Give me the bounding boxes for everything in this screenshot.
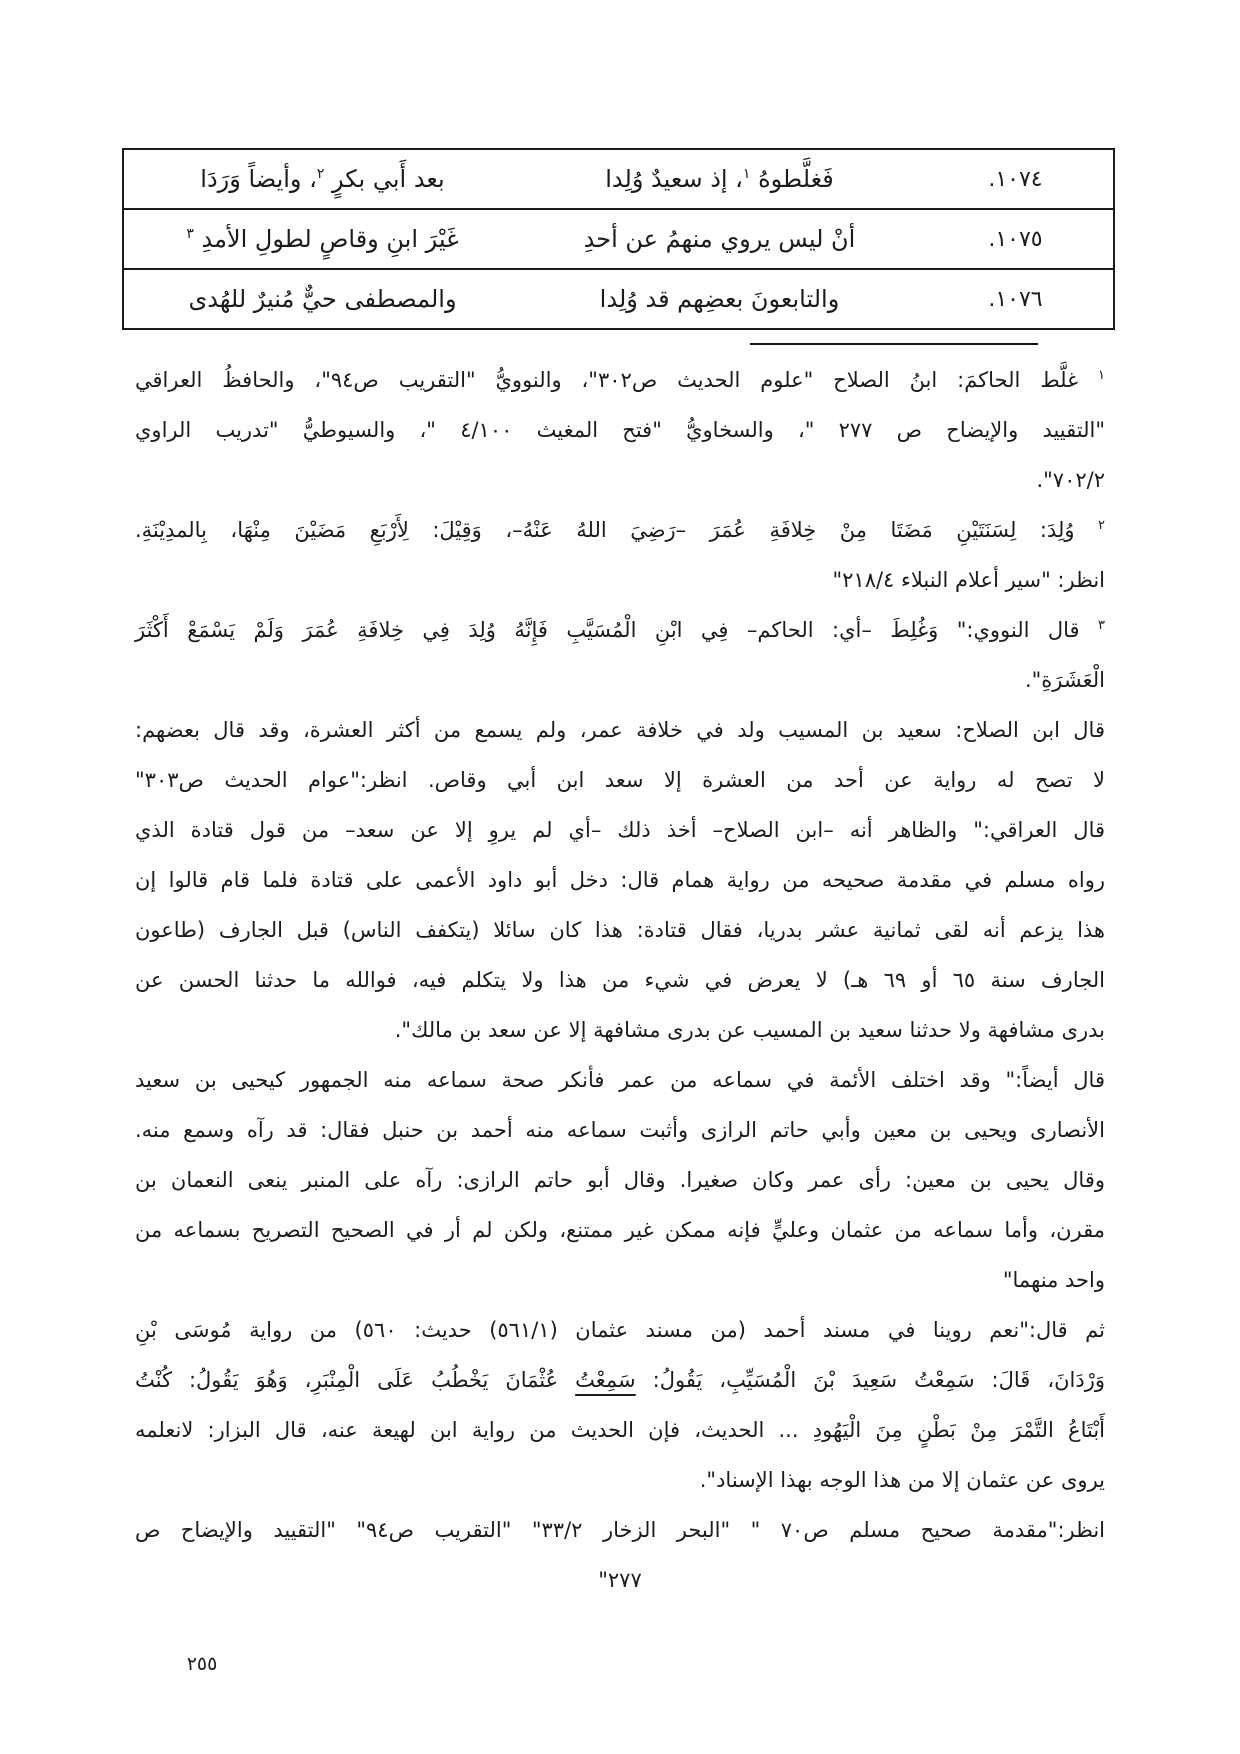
text-segment: انظر:"مقدمة صحيح مسلم ص٧٠ " "البحر الزخار ٣٣/٢" "التقريب ص٩٤" "التقييد والإيضاح ص xyxy=(135,1518,1106,1542)
hemistich-left xyxy=(124,285,521,313)
footnote-line xyxy=(135,1355,1105,1405)
text-segment: قال ابن الصلاح: سعيد بن المسيب ولد في خلافة عمر، ولم يسمع من أكثر العشرة، وقد قال بعضهم: xyxy=(135,718,1105,742)
text-segment: فَغلَّطوهُ xyxy=(750,165,834,193)
footnotes-section xyxy=(135,355,1105,1605)
footnote-marker: ٣ xyxy=(1098,618,1105,633)
footnote-line xyxy=(135,605,1105,655)
footnote-line xyxy=(135,655,1105,705)
text-segment: "التقييد والإيضاح ص ٢٧٧ "، والسخاويُّ "فتح المغيث ٤/١٠٠ "، والسيوطيُّ "تدريب الراوي xyxy=(135,418,1105,442)
footnote-marker: ٢ xyxy=(1098,518,1105,533)
text-segment: وقال يحيى بن معين: رأى عمر وكان صغيرا. وقال أبو حاتم الرازى: رآه على المنبر ينعى النعمان بن xyxy=(135,1168,1105,1192)
text-segment: بدرى مشافهة ولا حدثنا سعيد بن المسيب عن بدرى مشافهة إلا عن سعد بن مالك". xyxy=(394,1018,1105,1042)
footnote-line xyxy=(135,1405,1105,1455)
footnote-line xyxy=(135,1205,1105,1255)
verse-number: ١٠٧٥. xyxy=(988,226,1043,252)
text-segment: قال النووي:" وَغُلِطَ –أي: الحاكم– فِي ابْنِ الْمُسَيَّبِ فَإِنَّهُ وُلِدَ فِي خِلافَةِ عُمَرَ وَلَمْ يَسْمَعْ أَكْثَرَ xyxy=(135,618,1099,642)
text-segment: ثم قال:"نعم روينا في مسند أحمد (من مسند عثمان (٥٦١/١) حديث: ٥٦٠) من رواية مُوسَى بْنِ xyxy=(135,1318,1105,1342)
footnote-marker: ١ xyxy=(742,166,751,182)
footnote-line xyxy=(135,1105,1105,1155)
text-segment: هذا يزعم أنه لقى ثمانية عشر بدريا، فقال قتادة: هذا كان سائلا (يتكفف الناس) قبل الجارف (طاعون xyxy=(135,918,1105,942)
verse-row xyxy=(124,208,1113,268)
text-segment: قال العراقي:" والظاهر أنه –ابن الصلاح– أخذ ذلك –أي لم يروِ إلا عن سعد– من قول قتادة الذي xyxy=(135,818,1105,842)
verse-table xyxy=(122,148,1115,330)
footnote-line xyxy=(135,1155,1105,1205)
footnote-line xyxy=(135,1055,1105,1105)
footnote-line xyxy=(135,1505,1105,1555)
text-segment: رواه مسلم في مقدمة صحيحه من رواية همام قال: دخل أبو داود الأعمى على قتادة فلما قام قالوا إن xyxy=(135,868,1105,892)
text-segment: الْعَشَرَةِ". xyxy=(1024,668,1105,692)
footnote-line xyxy=(135,355,1105,405)
hemistich-right xyxy=(521,285,918,313)
hemistich-left xyxy=(124,165,521,193)
verse-number: ١٠٧٤. xyxy=(988,166,1043,192)
verse-row xyxy=(124,268,1113,328)
footnote-marker: ٣ xyxy=(186,226,194,242)
footnote-line xyxy=(135,1255,1105,1305)
footnote-line xyxy=(135,905,1105,955)
text-segment: والمصطفى حيٌّ مُنيرٌ للهُدى xyxy=(188,285,457,313)
footnote-line xyxy=(135,505,1105,555)
text-segment: ، إذ سعيدٌ وُلِدا xyxy=(605,165,743,193)
text-segment: أنْ ليس يروي منهمُ عن أحدِ xyxy=(583,225,856,253)
hemistich-right xyxy=(521,165,918,193)
text-segment: الأنصارى ويحيى بن معين وأبي حاتم الرازى وأثبت سماعه منه أحمد بن حنبل فقال: قد رآه وسمع منه. xyxy=(135,1118,1105,1142)
footnote-line xyxy=(135,855,1105,905)
footnote-line xyxy=(135,755,1105,805)
footnote-line xyxy=(135,1305,1105,1355)
footnote-line xyxy=(135,705,1105,755)
footnote-line xyxy=(135,955,1105,1005)
text-segment: انظر: "سير أعلام النبلاء ٢١٨/٤" xyxy=(832,568,1105,592)
text-segment: ٢٧٧" xyxy=(598,1568,642,1592)
footnote-line xyxy=(135,805,1105,855)
page-number: ٢٥٥ xyxy=(186,1653,218,1675)
text-segment: وُلِدَ: لِسَنَتَيْنِ مَضَتَا مِنْ خِلافَةِ عُمَرَ –رَضِيَ اللهُ عَنْهُ–، وَقِيْلَ: لِأَرْبَعِ مَضَيْنَ مِنْهَا، بِالمدِيْنَةِ. xyxy=(135,518,1099,542)
footnote-marker: ١ xyxy=(1098,368,1105,383)
hemistich-right xyxy=(521,225,918,253)
footnote-marker: ٢ xyxy=(316,166,325,182)
verse-row xyxy=(124,150,1113,208)
underlined-word: سَمِعْتُ xyxy=(575,1368,636,1392)
text-segment: غَيْرَ ابنِ وقاصٍ لطولِ الأمدِ xyxy=(193,225,459,253)
text-segment: لا تصح له رواية عن أحد من العشرة إلا سعد ابن أبي وقاص. انظر:"عوام الحديث ص٣٠٣" xyxy=(135,768,1105,792)
footnote-line xyxy=(135,555,1105,605)
footnote-line xyxy=(135,1005,1105,1055)
verse-number: ١٠٧٦. xyxy=(988,286,1043,312)
text-segment: أَبْتَاعُ التَّمْرَ مِنْ بَطْنٍ مِنَ الْيَهُودِ ... الحديث، فإن الحديث من رواية ابن لهيعة عنه، قال البزار: لانعلمه xyxy=(135,1418,1105,1442)
footnote-line xyxy=(135,1455,1105,1505)
text-segment: عُثْمَانَ يَخْطُبُ عَلَى الْمِنْبَرِ، وَهُوَ يَقُولُ: كُنْتُ xyxy=(135,1368,576,1392)
footnote-line xyxy=(135,1555,1105,1605)
text-segment: ٧٠٢/٢". xyxy=(1036,468,1105,492)
text-segment: واحد منهما" xyxy=(1002,1268,1105,1292)
footnote-separator-line xyxy=(750,343,1038,345)
footnote-line xyxy=(135,405,1105,455)
hemistich-left xyxy=(124,225,521,253)
text-segment: يروى عن عثمان إلا من هذا الوجه بهذا الإسناد". xyxy=(699,1468,1105,1492)
text-segment: قال أيضاً:" وقد اختلف الأئمة في سماعه من عمر فأنكر صحة سماعه منه الجمهور كيحيى بن سعيد xyxy=(135,1068,1105,1092)
text-segment: والتابعونَ بعضِهم قد وُلِدا xyxy=(599,285,840,313)
text-segment: وَرْدَانَ، قَالَ: سَمِعْتُ سَعِيدَ بْنَ الْمُسَيِّبِ، يَقُولُ: xyxy=(635,1368,1105,1392)
footnote-line xyxy=(135,455,1105,505)
text-segment: مقرن، وأما سماعه من عثمان وعليٍّ فإنه ممكن غير ممتنع، ولكن لم أر في الصحيح التصريح بسماعه من xyxy=(135,1218,1105,1242)
text-segment: غلَّط الحاكمَ: ابنُ الصلاح "علوم الحديث ص٣٠٢"، والنوويُّ "التقريب ص٩٤"، والحافظُ العراقي xyxy=(135,368,1099,392)
text-segment: بعد أَبي بكرٍ xyxy=(324,165,445,193)
text-segment: الجارف سنة ٦٥ أو ٦٩ هـ) لا يعرض في شيء من هذا ولا يتكلم فيه، فوالله ما حدثنا الحسن عن xyxy=(135,968,1106,992)
text-segment: ، وأيضاً وَرَدَا xyxy=(200,165,317,193)
